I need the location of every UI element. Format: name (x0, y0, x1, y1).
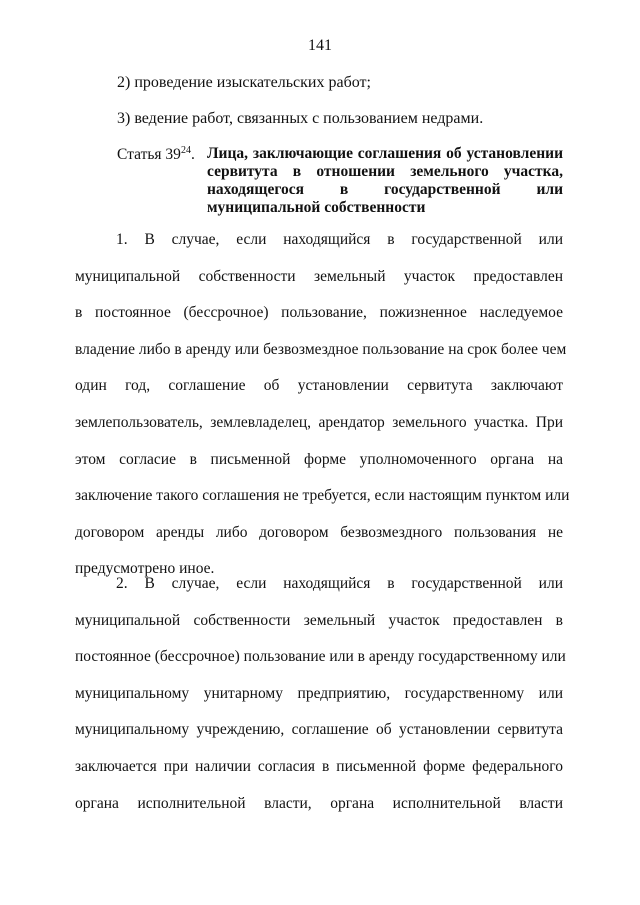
article-label: Статья $39^{24}$. (117, 145, 195, 164)
paragraph-line: владение либо в аренду или безвозмездное пользование на срок более чем (75, 340, 567, 358)
paragraph-line: этом согласие в письменной форме уполномоченного органа на (75, 450, 563, 468)
paragraph-line: муниципальной собственности земельный участок предоставлен (75, 267, 563, 285)
paragraph-line: предусмотрено иное. (75, 560, 215, 578)
paragraph-line: 2. В случае, если находящийся в государственной или (116, 575, 563, 592)
paragraph-line: муниципальному учреждению, соглашение об установлении сервитута (75, 721, 563, 739)
paragraph-line: муниципальному унитарному предприятию, государственному или (75, 684, 563, 702)
article-title (207, 145, 563, 217)
article-superscript: 24 (180, 145, 191, 156)
paragraph-line: в постоянное (бессрочное) пользование, пожизненное наследуемое (75, 304, 563, 322)
article-title-line: находящегося в государственной или (207, 181, 563, 198)
list-item: 2) проведение изыскательских работ; (117, 74, 371, 91)
paragraph-line: муниципальной собственности земельный участок предоставлен в (75, 611, 563, 629)
paragraph-line: постоянное (бессрочное) пользование или в аренду государственному или (75, 648, 566, 666)
paragraph-line: органа исполнительной власти, органа исполнительной власти (75, 794, 563, 812)
page-number: 141 (308, 37, 332, 54)
paragraph-line: землепользователь, землевладелец, арендатор земельного участка. При (75, 413, 563, 431)
list-item: 3) ведение работ, связанных с пользованием недрами. (117, 110, 484, 127)
paragraph-line: заключение такого соглашения не требуется, если настоящим пунктом или (75, 487, 570, 505)
paragraph-line: заключается при наличии согласия в письменной форме федерального (75, 757, 563, 775)
article-title-line: Лица, заключающие соглашения об установлении (207, 145, 563, 162)
paragraph-line: 1. В случае, если находящийся в государственной или (116, 231, 563, 248)
paragraph-1 (75, 228, 570, 594)
article-title-line: сервитута в отношении земельного участка, (207, 163, 563, 180)
paragraph-line: договором аренды либо договором безвозмездного пользования не (75, 523, 563, 541)
article-title-line: муниципальной собственности (207, 199, 426, 216)
paragraph-line: один год, соглашение об установлении сервитута заключают (75, 377, 563, 395)
paragraph-2 (75, 572, 566, 828)
